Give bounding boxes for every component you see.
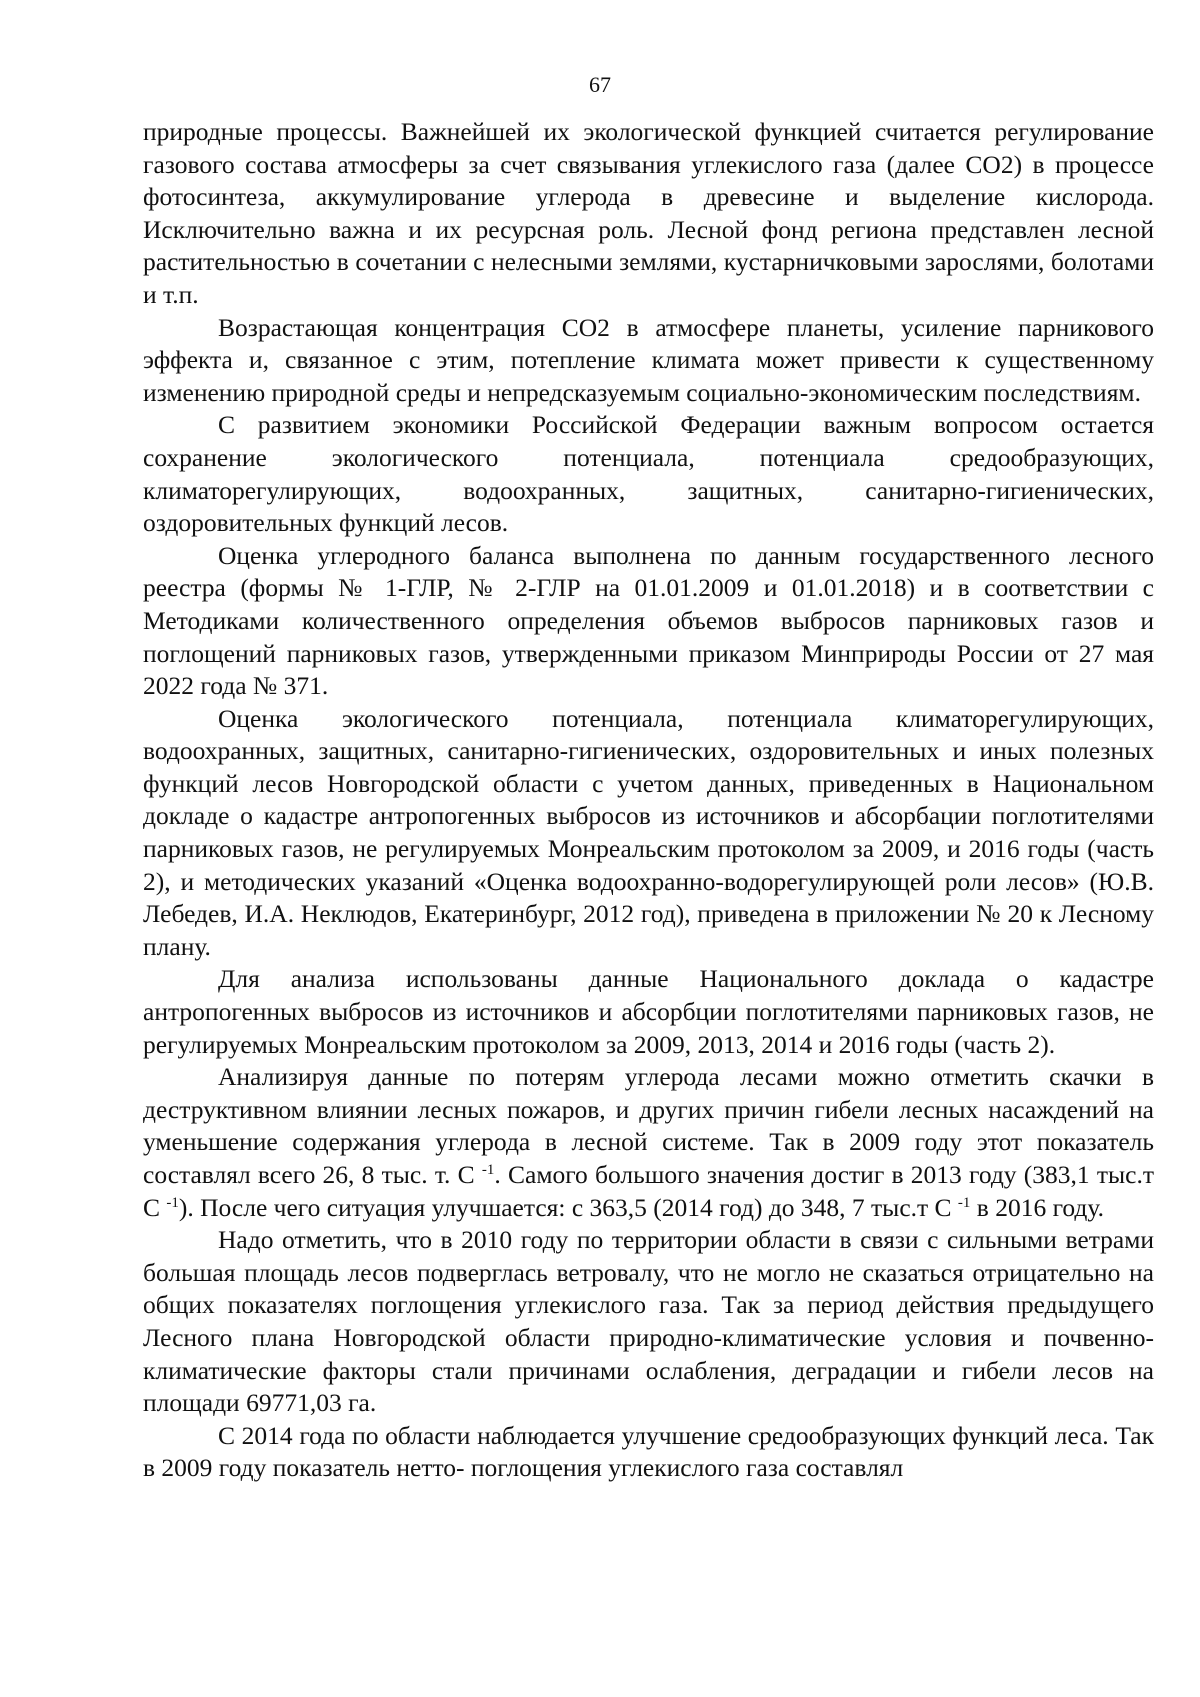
text-run: Анализируя данные по потерям углерода лесами можно отметить скачки в деструктивном влиянии лесных пожаров, и других причин гибели лесных насаждений на уменьшение содержания углерода в лесной системе. Так в 2009 году этот показатель составлял всего 26, 8 тыс. т. С <box>143 1062 1154 1189</box>
paragraph <box>143 540 1154 703</box>
paragraph <box>143 1420 1154 1485</box>
superscript: -1 <box>166 1194 179 1211</box>
paragraph <box>143 116 1154 312</box>
paragraph <box>143 1224 1154 1420</box>
paragraph <box>143 703 1154 964</box>
text-run: Для анализа использованы данные Национального доклада о кадастре антропогенных выбросов из источников и абсорбции поглотителями парниковых газов, не регулируемых Монреальским протоколом за 2009, 2013, 2014 и 2016 годы (часть 2). <box>143 964 1154 1059</box>
text-run: в 2016 году. <box>970 1192 1104 1222</box>
superscript: -1 <box>481 1162 495 1178</box>
paragraph <box>143 409 1154 539</box>
paragraph <box>143 312 1154 410</box>
superscript: -1 <box>957 1194 971 1211</box>
text-run: Оценка экологического потенциала, потенциала климаторегулирующих, водоохранных, защитных, санитарно-гигиенических, оздоровительных и иных полезных функций лесов Новгородской области с учетом данных, приведенных в Национальном докладе о кадастре антропогенных выбросов из источников и абсорбации поглотителями парниковых газов, не регулируемых Монреальским протоколом за 2009, и 2016 годы (часть 2), и методических указаний «Оценка водоохранно-водорегулирующей роли лесов» (Ю.В. Лебедев, И.А. Неклюдов, Екатеринбург, 2012 год), приведена в приложении № 20 к Лесному плану. <box>143 703 1154 961</box>
text-run: ). После чего ситуация улучшается: с 363,5 (2014 год) до 348, 7 тыс.т С <box>178 1192 958 1222</box>
text-run: Надо отметить, что в 2010 году по территории области в связи с сильными ветрами большая площадь лесов подверглась ветровалу, что не могло не сказаться отрицательно на общих показателях поглощения углекислого газа. Так за период действия предыдущего Лесного плана Новгородской области природно-климатические условия и почвенно- климатические факторы стали причинами ослабления, деградации и гибели лесов на площади 69771,03 га. <box>143 1225 1154 1418</box>
text-run: Оценка углеродного баланса выполнена по данным государственного лесного реестра (формы № 1-ГЛР, № 2-ГЛР на 01.01.2009 и 01.01.2018) и в соответствии с Методиками количественного определения объемов выбросов парниковых газов и поглощений парниковых газов, утвержденными приказом Минприроды России от 27 мая 2022 года № 371. <box>143 540 1154 701</box>
paragraph <box>143 1061 1154 1224</box>
page-number: 67 <box>589 72 611 97</box>
text-run: С 2014 года по области наблюдается улучшение средообразующих функций леса. Так в 2009 году показатель нетто- поглощения углекислого газа составлял <box>143 1420 1154 1483</box>
text-run: Возрастающая концентрация СО2 в атмосфере планеты, усиление парникового эффекта и, связанное с этим, потепление климата может привести к существенному изменению природной среды и непредсказуемым социально-экономическим последствиям. <box>143 312 1154 407</box>
text-run: С развитием экономики Российской Федерации важным вопросом остается сохранение экологического потенциала, потенциала средообразующих, климаторегулирующих, водоохранных, защитных, санитарно-гигиенических, оздоровительных функций лесов. <box>143 410 1154 538</box>
text-run: . Самого большого значения достиг в 2013 году (383,1 тыс.т С <box>143 1160 1154 1222</box>
paragraph <box>143 963 1154 1061</box>
document-body <box>143 116 1154 1485</box>
text-run: природные процессы. Важнейшей их экологической функцией считается регулирование газового состава атмосферы за счет связывания углекислого газа (далее СО2) в процессе фотосинтеза, аккумулирование углерода в древесине и выделение кислорода. Исключительно важна и их ресурсная роль. Лесной фонд региона представлен лесной растительностью в сочетании с нелесными землями, кустарничковыми зарослями, болотами и т.п. <box>143 117 1154 309</box>
